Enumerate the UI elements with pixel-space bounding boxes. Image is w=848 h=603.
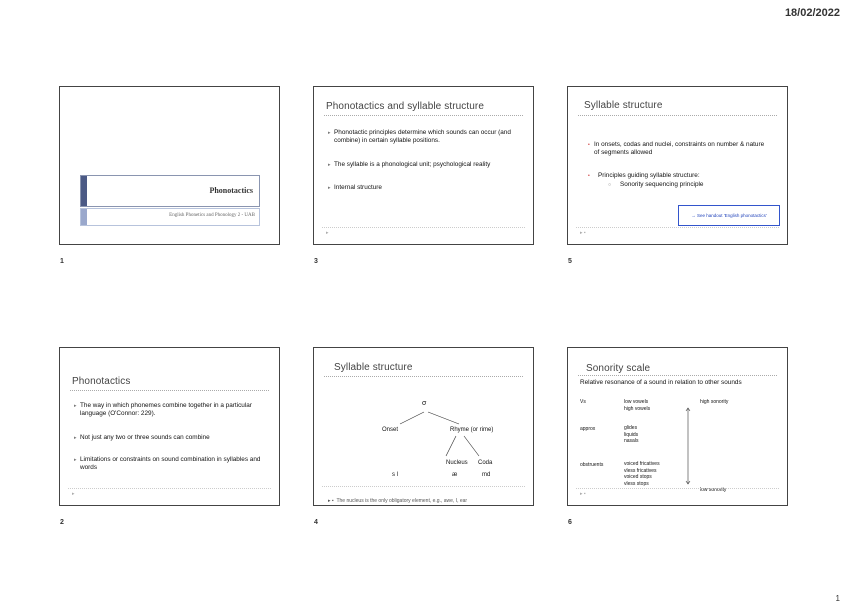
slide-3-bullet-1: ▸ Phonotactic principles determine which sounds can occur (and combine) in certain syllable positions. — [328, 129, 511, 144]
slide-6-subtitle: Relative resonance of a sound in relation to other sounds — [580, 379, 742, 386]
slide-5-bullet-1: • In onsets, codas and nuclei, constraints on number & nature of segments allowed — [588, 141, 765, 156]
slide-4-thumbnail[interactable] — [313, 347, 534, 506]
approximant-items: glides liquids nasals — [624, 425, 639, 444]
tree-branch-onset — [400, 412, 424, 424]
vowel-items: low vowels high vowels — [624, 399, 651, 412]
slide-4-note: ▸ ▪ The nucleus is the only obligatory element, e.g., awe, I, ear — [328, 498, 468, 504]
low-sonority-label: low sonority — [700, 487, 727, 493]
slide-1-thumbnail[interactable] — [59, 86, 280, 245]
slide-2-title: Phonotactics — [72, 376, 131, 387]
coda-node: Coda — [478, 460, 493, 466]
sigma-node: σ — [422, 400, 427, 407]
slide-1-title-box — [80, 175, 260, 207]
footer-divider — [576, 488, 779, 489]
tree-branch-coda — [464, 436, 479, 456]
slide-1-title: Phonotactics — [209, 186, 253, 195]
subtitle-accent-bar — [81, 209, 87, 225]
high-sonority-label: high sonority — [700, 399, 729, 405]
title-divider — [578, 115, 777, 116]
rhyme-node: Rhyme (or rime) — [450, 427, 494, 433]
slide-5-title: Syllable structure — [584, 100, 663, 111]
header-date: 18/02/2022 — [784, 7, 840, 19]
example-coda: md — [482, 472, 491, 478]
slide-2-number: 2 — [60, 519, 64, 526]
syllable-tree-diagram — [314, 348, 534, 506]
obstruent-items: voiced fricatives vless fricatives voiced stops vless stops — [624, 461, 660, 487]
title-divider — [70, 390, 269, 391]
footer-arrow-icon: ▸ — [326, 230, 329, 236]
onset-node: Onset — [382, 427, 399, 433]
slide-3-title: Phonotactics and syllable structure — [326, 101, 485, 112]
slide-6-number: 6 — [568, 519, 572, 526]
slide-5-thumbnail[interactable] — [567, 86, 788, 245]
slide-5-number: 5 — [568, 258, 572, 265]
title-accent-bar — [81, 176, 87, 206]
slide-1-number: 1 — [60, 258, 64, 265]
title-divider — [324, 115, 523, 116]
slide-5-bullet-2: • Principles guiding syllable structure: — [588, 172, 700, 179]
slide-2-thumbnail[interactable] — [59, 347, 280, 506]
footer-arrow-icon: ▸ ▪ — [580, 230, 586, 236]
page-number: 1 — [835, 594, 840, 603]
footer-divider — [576, 227, 779, 228]
slide-1-subtitle-box — [80, 208, 260, 226]
nucleus-node: Nucleus — [446, 460, 468, 466]
footer-divider — [68, 488, 271, 489]
slide-3-thumbnail[interactable] — [313, 86, 534, 245]
slide-6-thumbnail[interactable] — [567, 347, 788, 506]
slide-2-bullet-1: ▸ The way in which phonemes combine together in a particular language (O'Connor: 229). — [74, 402, 252, 417]
footer-arrow-icon: ▸ ▪ — [580, 491, 586, 497]
slide-4-number: 4 — [314, 519, 318, 526]
slide-2-bullet-3: ▸ Limitations or constraints on sound combination in syllables and words — [74, 456, 261, 471]
slide-1-subtitle: English Phonetics and Phonology 2 - UAB — [169, 213, 255, 218]
example-onset: s l — [392, 472, 398, 478]
tree-branch-nucleus — [446, 436, 456, 456]
footer-arrow-icon: ▸ — [72, 491, 75, 497]
sonority-arrow — [568, 348, 788, 506]
tree-branch-rhyme — [428, 412, 459, 424]
footer-divider — [322, 227, 525, 228]
slide-4-title: Syllable structure — [334, 362, 413, 373]
class-vowels: Vs — [580, 399, 586, 405]
slide-6-title: Sonority scale — [586, 363, 651, 374]
class-obstruents: obstruents — [580, 462, 604, 468]
handout-link-box[interactable]: → See handout 'English phonotactics' — [678, 205, 780, 226]
slide-3-bullet-3: ▸ Internal structure — [328, 184, 382, 191]
slide-3-number: 3 — [314, 258, 318, 265]
slide-5-sub-bullet: ○ Sonority sequencing principle — [608, 181, 704, 188]
example-nucleus: æ — [452, 472, 458, 478]
footer-divider — [322, 486, 525, 487]
slide-3-bullet-2: ▸ The syllable is a phonological unit; psychological reality — [328, 161, 491, 168]
slide-2-bullet-2: ▸ Not just any two or three sounds can combine — [74, 434, 210, 441]
class-approximants: approx — [580, 426, 596, 432]
